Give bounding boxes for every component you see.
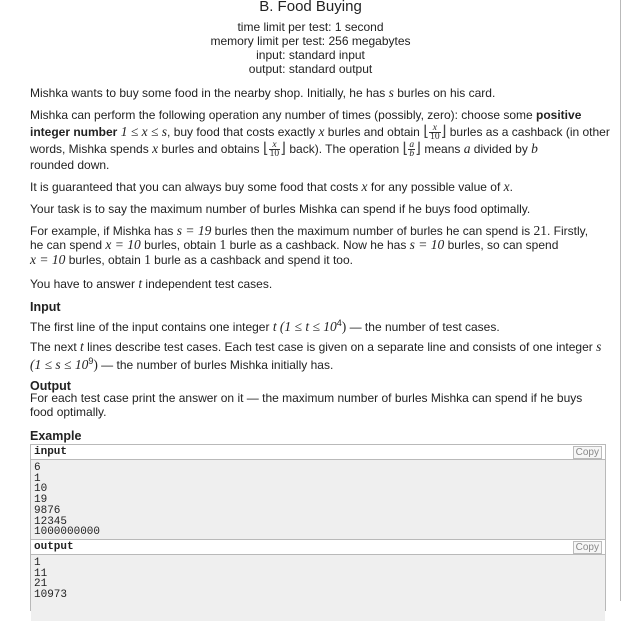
example-input-label: input <box>34 446 68 458</box>
copy-output-button[interactable]: Copy <box>573 541 602 554</box>
statement-paragraph-6: You have to answer t independent test cases. <box>30 276 273 291</box>
statement-paragraph-1: Mishka wants to buy some food in the nearby shop. Initially, he has s burles on his card. <box>30 85 496 100</box>
output-file: output: standard output <box>248 62 373 76</box>
example-input-header <box>31 445 605 460</box>
output-section-title: Output <box>30 379 71 393</box>
copy-input-button[interactable]: Copy <box>573 446 602 459</box>
statement-paragraph-2: Mishka can perform the following operation any number of times (possibly, zero): choose some positive integer number 1 ≤ x ≤ s, buy food that costs exactly x burles and obtain ⌊ $\frac{x}{10}$ ⌋ burles as a cashback (in other words, Mishka spends x burles and obtains ⌊ $\frac{x}{10}$ ⌋ back). The operation ⌊ $\frac{a}{b}$ ⌋ means a divided by b rounded down. <box>30 108 610 173</box>
example-line: 9876 <box>34 504 61 517</box>
example-output-label: output <box>34 541 74 553</box>
example-line: 6 <box>34 462 41 474</box>
example-line: 21 <box>34 578 48 591</box>
example-line: 19 <box>34 494 48 507</box>
input-paragraph-2: The next t lines describe test cases. Each test case is given on a separate line and consists of one integer s $(1 \le s \le 10^9)$ — the number of burles Mishka initially has. <box>30 339 602 373</box>
memory-limit: memory limit per test: 256 megabytes <box>210 34 411 48</box>
example-output-content <box>31 555 605 621</box>
fraction-x-over-10: $\frac{x}{10}$ <box>430 122 440 142</box>
example-line: 1000000000 <box>34 526 101 539</box>
statement-paragraph-4: Your task is to say the maximum number of burles Mishka can spend if he buys food optimally. <box>30 202 531 216</box>
example-line: 1 <box>34 472 41 485</box>
fraction-x-over-10-b: $\frac{x}{10}$ <box>269 140 280 160</box>
example-input-box <box>30 444 606 542</box>
example-line: 10 <box>34 483 48 496</box>
example-line: 11 <box>34 567 48 580</box>
example-output-box <box>30 539 606 611</box>
statement-paragraph-5: For example, if Mishka has s = 19 burles then the maximum number of burles he can spend is 21. Firstly, he can spend x = 10 burles, obtain 1 burle as a cashback. Now he has s = 10 burles, so can spend x = 10 burles, obtain 1 burle as a cashback and spend it too. <box>30 223 589 267</box>
problem-title: B. Food Buying <box>259 0 362 15</box>
input-section-title: Input <box>30 300 61 314</box>
example-output-header <box>31 540 605 555</box>
example-line: 1 <box>34 557 41 569</box>
fraction-a-over-b: $\frac{a}{b}$ <box>409 140 415 160</box>
time-limit: time limit per test: 1 second <box>237 20 384 34</box>
example-input-content <box>31 460 605 541</box>
example-line: 12345 <box>34 515 68 528</box>
input-file: input: standard input <box>256 48 365 62</box>
input-paragraph-1: The first line of the input contains one integer t $(1 \le t \le 10^4)$ — the number of test cases. <box>30 318 500 334</box>
example-title: Example <box>30 429 82 443</box>
example-line: 10973 <box>34 589 68 602</box>
statement-paragraph-3: It is guaranteed that you can always buy some food that costs x for any possible value of x. <box>30 179 513 194</box>
output-paragraph: For each test case print the answer on it — the maximum number of burles Mishka can spend if he buys food optimally. <box>30 391 583 419</box>
